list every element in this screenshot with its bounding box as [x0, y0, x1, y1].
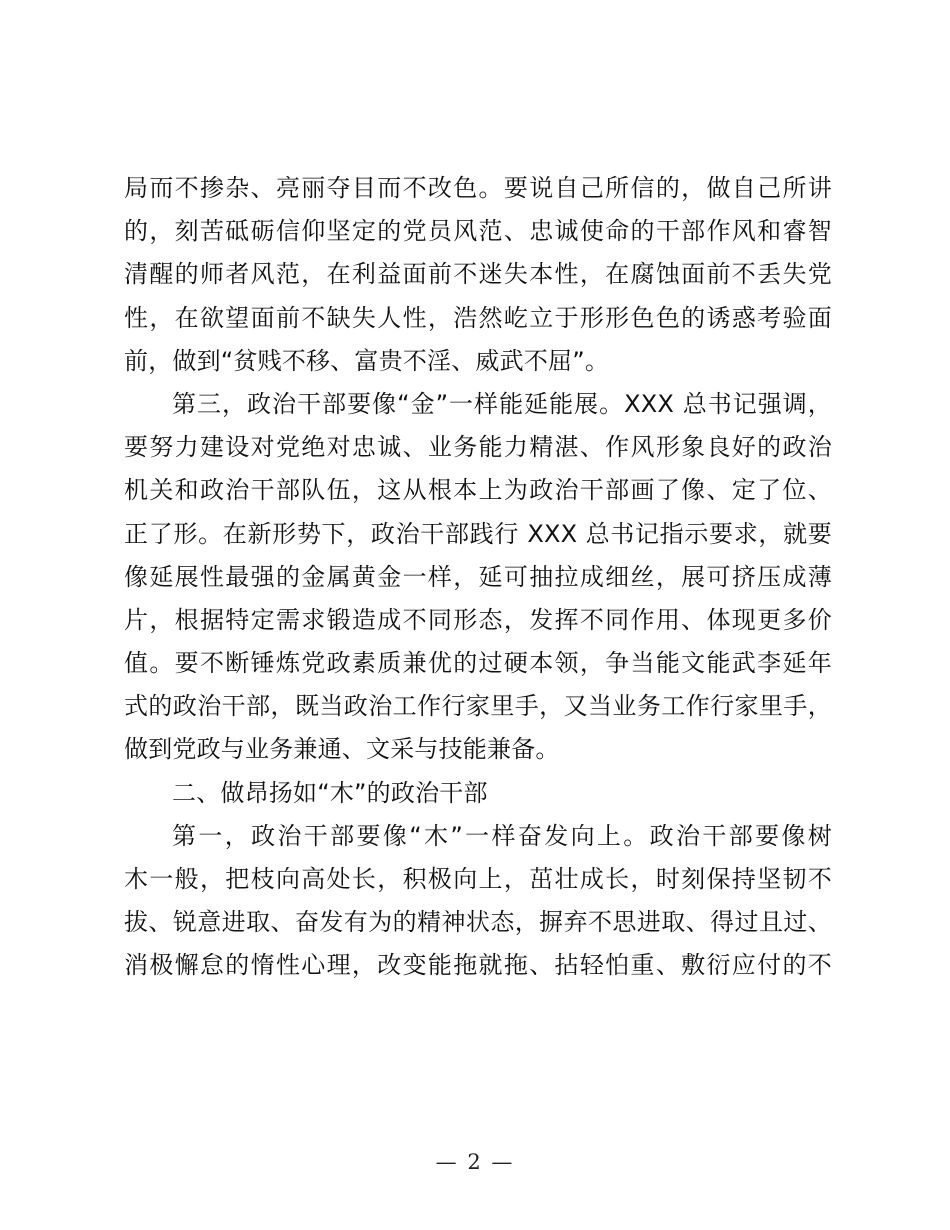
text-line: 要努力建设对党绝对忠诚、业务能力精湛、作风形象良好的政治 — [124, 433, 832, 462]
text-line: 正了形。在新形势下，政治干部践行 XXX 总书记指示要求，就要 — [124, 519, 832, 548]
text-line: 值。要不断锤炼党政素质兼优的过硬本领，争当能文能武李延年 — [124, 649, 832, 678]
body-text — [124, 167, 832, 988]
text-line: 式的政治干部，既当政治工作行家里手，又当业务工作行家里手， — [124, 692, 832, 721]
text-line: 第三，政治干部要像“金”一样能延能展。XXX 总书记强调， — [172, 389, 832, 418]
text-line: 做到党政与业务兼通、文采与技能兼备。 — [124, 735, 560, 764]
text-line: 木一般，把枝向高处长，积极向上，茁壮成长，时刻保持坚韧不 — [124, 865, 832, 893]
text-line: 拔、锐意进取、奋发有为的精神状态，摒弃不思进取、得过且过、 — [124, 908, 832, 937]
text-line: 局而不掺杂、亮丽夺目而不改色。要说自己所信的，做自己所讲 — [124, 174, 832, 202]
text-line: 清醒的师者风范，在利益面前不迷失本性，在腐蚀面前不丢失党 — [124, 260, 832, 289]
text-line: 第一，政治干部要像“木”一样奋发向上。政治干部要像树 — [172, 821, 832, 850]
text-line: 的，刻苦砥砺信仰坚定的党员风范、忠诚使命的干部作风和睿智 — [124, 217, 832, 246]
text-line: 消极懈怠的惰性心理，改变能拖就拖、拈轻怕重、敷衍应付的不 — [124, 951, 832, 980]
text-line: 像延展性最强的金属黄金一样，延可抽拉成细丝，展可挤压成薄 — [124, 562, 832, 591]
text-line: 性，在欲望面前不缺失人性，浩然屹立于形形色色的诱惑考验面 — [124, 303, 832, 332]
text-line: 片，根据特定需求锻造成不同形态，发挥不同作用、体现更多价 — [124, 605, 832, 634]
text-line: 机关和政治干部队伍，这从根本上为政治干部画了像、定了位、 — [124, 476, 832, 505]
text-line: 二、做昂扬如“木”的政治干部 — [172, 778, 488, 807]
text-line: 前，做到“贫贱不移、富贵不淫、威武不屈”。 — [124, 346, 610, 375]
page-number: — 2 — — [435, 1150, 515, 1174]
